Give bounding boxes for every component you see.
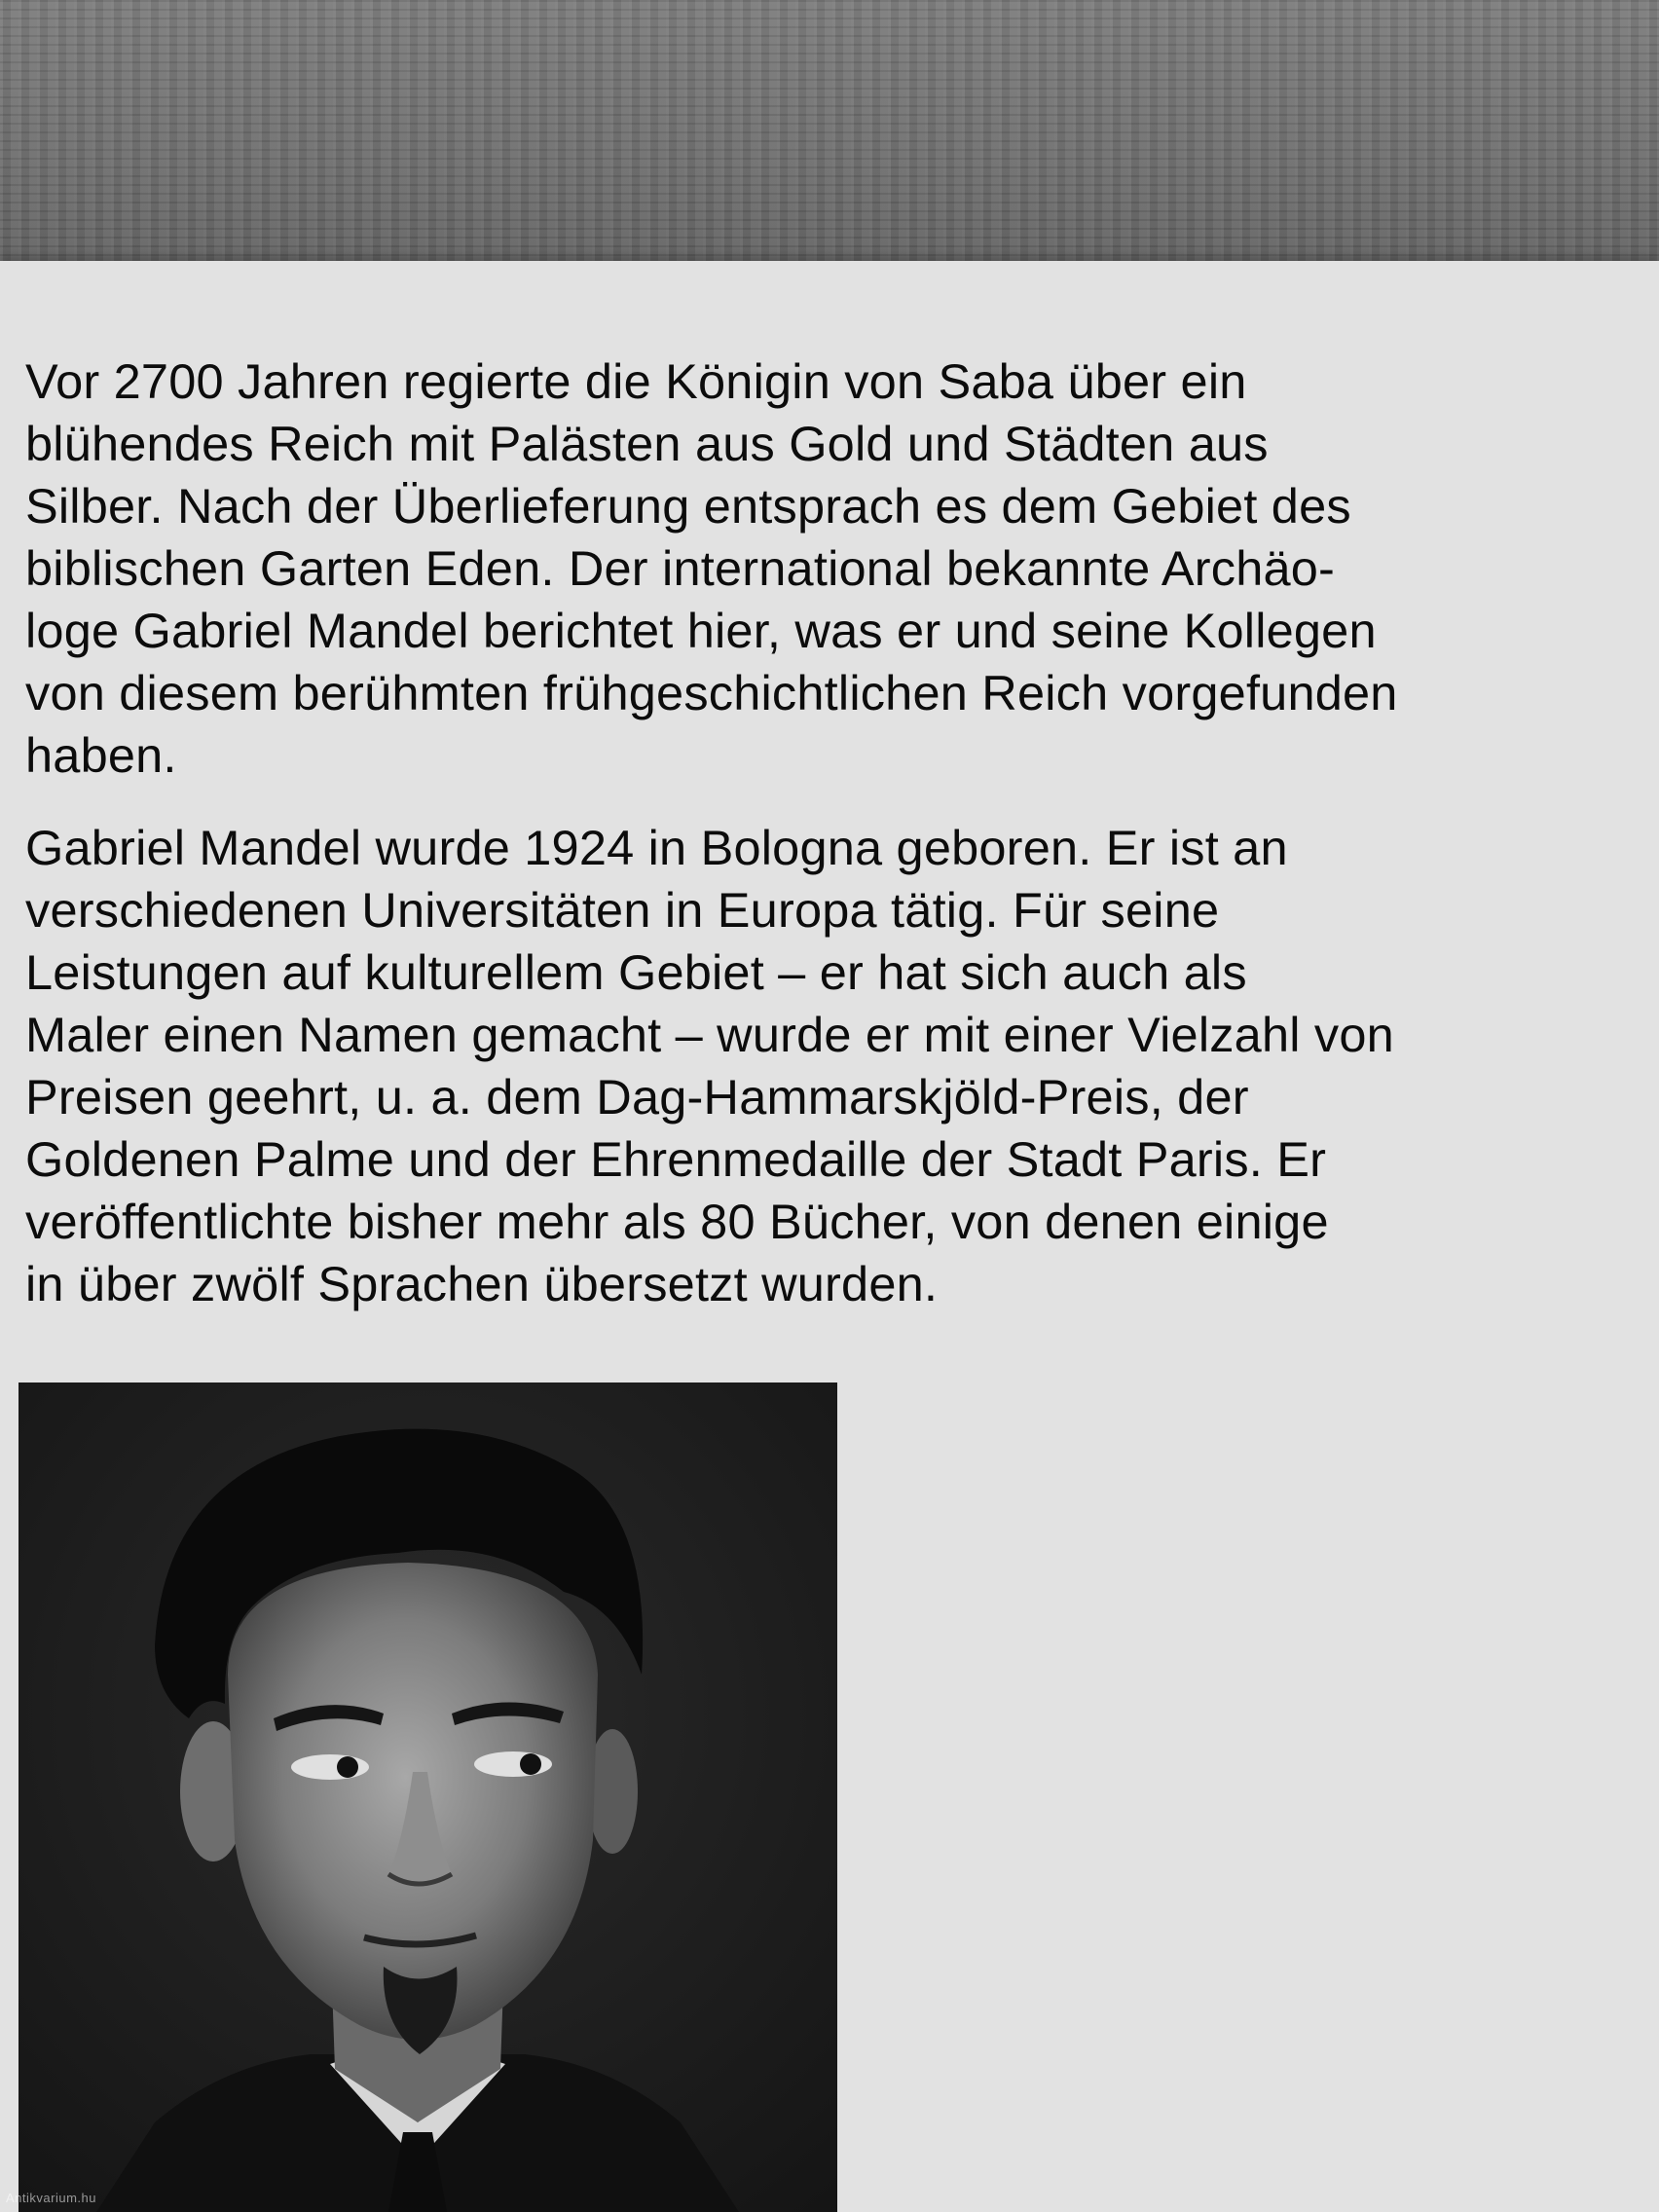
text-line: von diesem berühmten frühgeschichtlichen Reich vorgefunden xyxy=(25,665,1398,720)
watermark-text: Antikvarium.hu xyxy=(6,2191,96,2205)
text-line: loge Gabriel Mandel berichtet hier, was er und seine Kollegen xyxy=(25,603,1377,658)
text-line: Preisen geehrt, u. a. dem Dag-Hammarskjöld-Preis, der xyxy=(25,1069,1249,1124)
table-surface xyxy=(0,0,1659,282)
text-line: in über zwölf Sprachen übersetzt wurden. xyxy=(25,1256,939,1311)
text-line: blühendes Reich mit Palästen aus Gold und Städten aus xyxy=(25,416,1269,471)
cover-blurb xyxy=(25,350,1641,1315)
text-line: haben. xyxy=(25,727,177,783)
left-pupil xyxy=(337,1756,358,1778)
text-line: Vor 2700 Jahren regierte die Königin von Saba über ein xyxy=(25,353,1247,409)
text-line: Silber. Nach der Überlieferung entsprach es dem Gebiet des xyxy=(25,478,1351,534)
blurb-paragraph-summary xyxy=(25,350,1641,787)
text-line: veröffentlichte bisher mehr als 80 Bücher, von denen einige xyxy=(25,1194,1329,1249)
paragraph-gap xyxy=(25,787,1641,817)
text-line: biblischen Garten Eden. Der international bekannte Archäo- xyxy=(25,540,1336,596)
text-line: Gabriel Mandel wurde 1924 in Bologna geboren. Er ist an xyxy=(25,820,1288,875)
text-line: Goldenen Palme und der Ehrenmedaille der Stadt Paris. Er xyxy=(25,1131,1327,1187)
text-line: verschiedenen Universitäten in Europa tätig. Für seine xyxy=(25,882,1220,938)
right-pupil xyxy=(520,1753,541,1775)
text-line: Maler einen Namen gemacht – wurde er mit einer Vielzahl von xyxy=(25,1007,1394,1062)
author-portrait-photo xyxy=(18,1382,837,2212)
portrait-illustration xyxy=(18,1382,837,2212)
text-line: Leistungen auf kulturellem Gebiet – er hat sich auch als xyxy=(25,944,1247,1000)
blurb-paragraph-author-bio xyxy=(25,817,1641,1315)
